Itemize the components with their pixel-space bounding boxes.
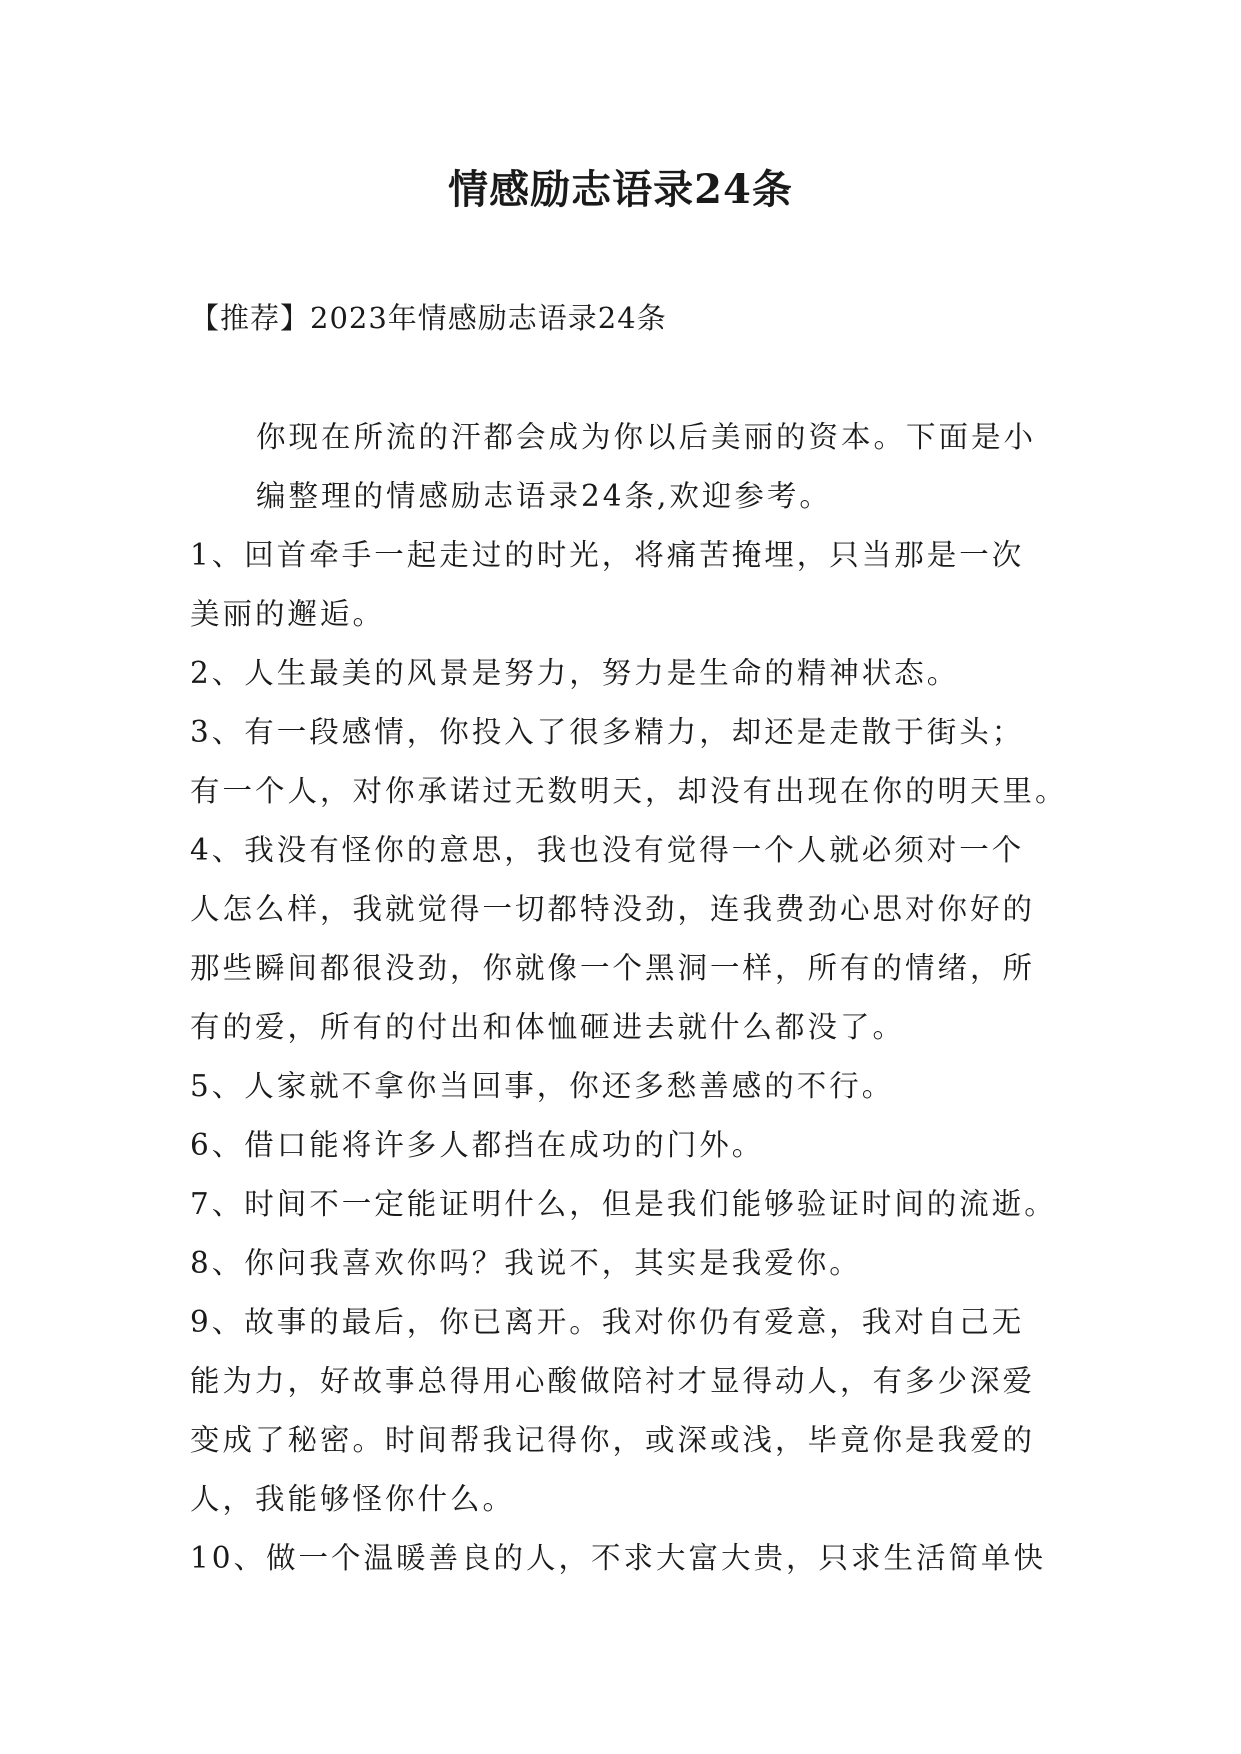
quote-item-4 bbox=[190, 821, 1070, 1057]
quote-item-8 bbox=[190, 1234, 1070, 1293]
quote-line: 9、故事的最后，你已离开。我对你仍有爱意，我对自己无 bbox=[190, 1305, 1025, 1339]
quote-line: 1、回首牵手一起走过的时光，将痛苦掩埋，只当那是一次 bbox=[190, 538, 1025, 572]
document-subtitle: 【推荐】2023年情感励志语录24条 bbox=[190, 301, 667, 335]
quote-item-6 bbox=[190, 1116, 1070, 1175]
quote-line: 有的爱，所有的付出和体恤砸进去就什么都没了。 bbox=[190, 1010, 906, 1044]
quote-line: 变成了秘密。时间帮我记得你，或深或浅，毕竟你是我爱的 bbox=[190, 1423, 1036, 1457]
quote-line: 能为力，好故事总得用心酸做陪衬才显得动人，有多少深爱 bbox=[190, 1364, 1036, 1398]
quote-line: 3、有一段感情，你投入了很多精力，却还是走散于街头； bbox=[190, 715, 1025, 749]
intro-line: 编整理的情感励志语录24条,欢迎参考。 bbox=[256, 479, 832, 513]
quote-item-2 bbox=[190, 644, 1070, 703]
quote-line: 2、人生最美的风景是努力，努力是生命的精神状态。 bbox=[190, 656, 960, 690]
quote-line: 10、做一个温暖善良的人，不求大富大贵，只求生活简单快 bbox=[190, 1541, 1047, 1575]
quote-line: 6、借口能将许多人都挡在成功的门外。 bbox=[190, 1128, 765, 1162]
quote-line: 人怎么样，我就觉得一切都特没劲，连我费劲心思对你好的 bbox=[190, 892, 1036, 926]
quote-item-1 bbox=[190, 526, 1070, 644]
quote-item-3 bbox=[190, 703, 1070, 821]
quote-line: 4、我没有怪你的意思，我也没有觉得一个人就必须对一个 bbox=[190, 833, 1025, 867]
quote-item-9 bbox=[190, 1293, 1070, 1529]
document-body bbox=[190, 408, 1070, 1588]
quote-item-7 bbox=[190, 1175, 1070, 1234]
quote-line: 有一个人，对你承诺过无数明天，却没有出现在你的明天里。 bbox=[190, 774, 1068, 808]
quote-line: 那些瞬间都很没劲，你就像一个黑洞一样，所有的情绪，所 bbox=[190, 951, 1036, 985]
quote-line: 8、你问我喜欢你吗？我说不，其实是我爱你。 bbox=[190, 1246, 862, 1280]
quote-line: 5、人家就不拿你当回事，你还多愁善感的不行。 bbox=[190, 1069, 895, 1103]
intro-line: 你现在所流的汗都会成为你以后美丽的资本。下面是小 bbox=[256, 420, 1037, 454]
quote-item-5 bbox=[190, 1057, 1070, 1116]
quote-item-10 bbox=[190, 1529, 1070, 1588]
quote-line: 7、时间不一定能证明什么，但是我们能够验证时间的流逝。 bbox=[190, 1187, 1057, 1221]
quote-line: 美丽的邂逅。 bbox=[190, 597, 386, 631]
document-title: 情感励志语录24条 bbox=[448, 166, 793, 213]
intro-paragraph bbox=[190, 408, 1070, 526]
quote-line: 人，我能够怪你什么。 bbox=[190, 1482, 516, 1516]
